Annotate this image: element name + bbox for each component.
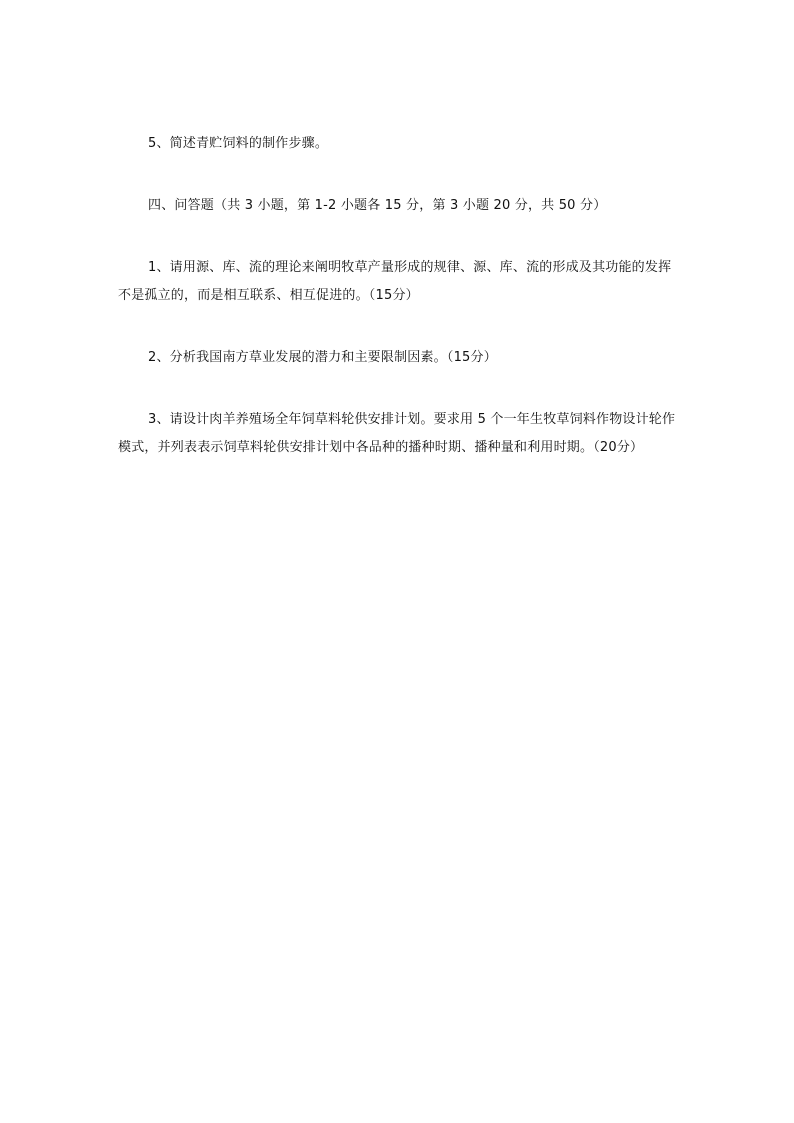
document-body [118, 130, 678, 462]
spacer [118, 158, 678, 192]
spacer [118, 220, 678, 254]
essay-question-3: 3、请设计肉羊养殖场全年饲草料轮供安排计划。要求用 5 个一年生牧草饲料作物设计轮作模式，并列表表示饲草料轮供安排计划中各品种的播种时期、播种量和利用时期。（20分） [118, 412, 676, 455]
spacer [118, 372, 678, 406]
section-4-heading: 四、问答题（共 3 小题，第 1-2 小题各 15 分，第 3 小题 20 分，共 50 分） [148, 198, 607, 213]
essay-question-1: 1、请用源、库、流的理论来阐明牧草产量形成的规律、源、库、流的形成及其功能的发挥不是孤立的，而是相互联系、相互促进的。（15分） [118, 260, 672, 303]
essay-question-2: 2、分析我国南方草业发展的潜力和主要限制因素。（15分） [148, 350, 497, 365]
question-5: 5、简述青贮饲料的制作步骤。 [148, 136, 329, 151]
spacer [118, 310, 678, 344]
